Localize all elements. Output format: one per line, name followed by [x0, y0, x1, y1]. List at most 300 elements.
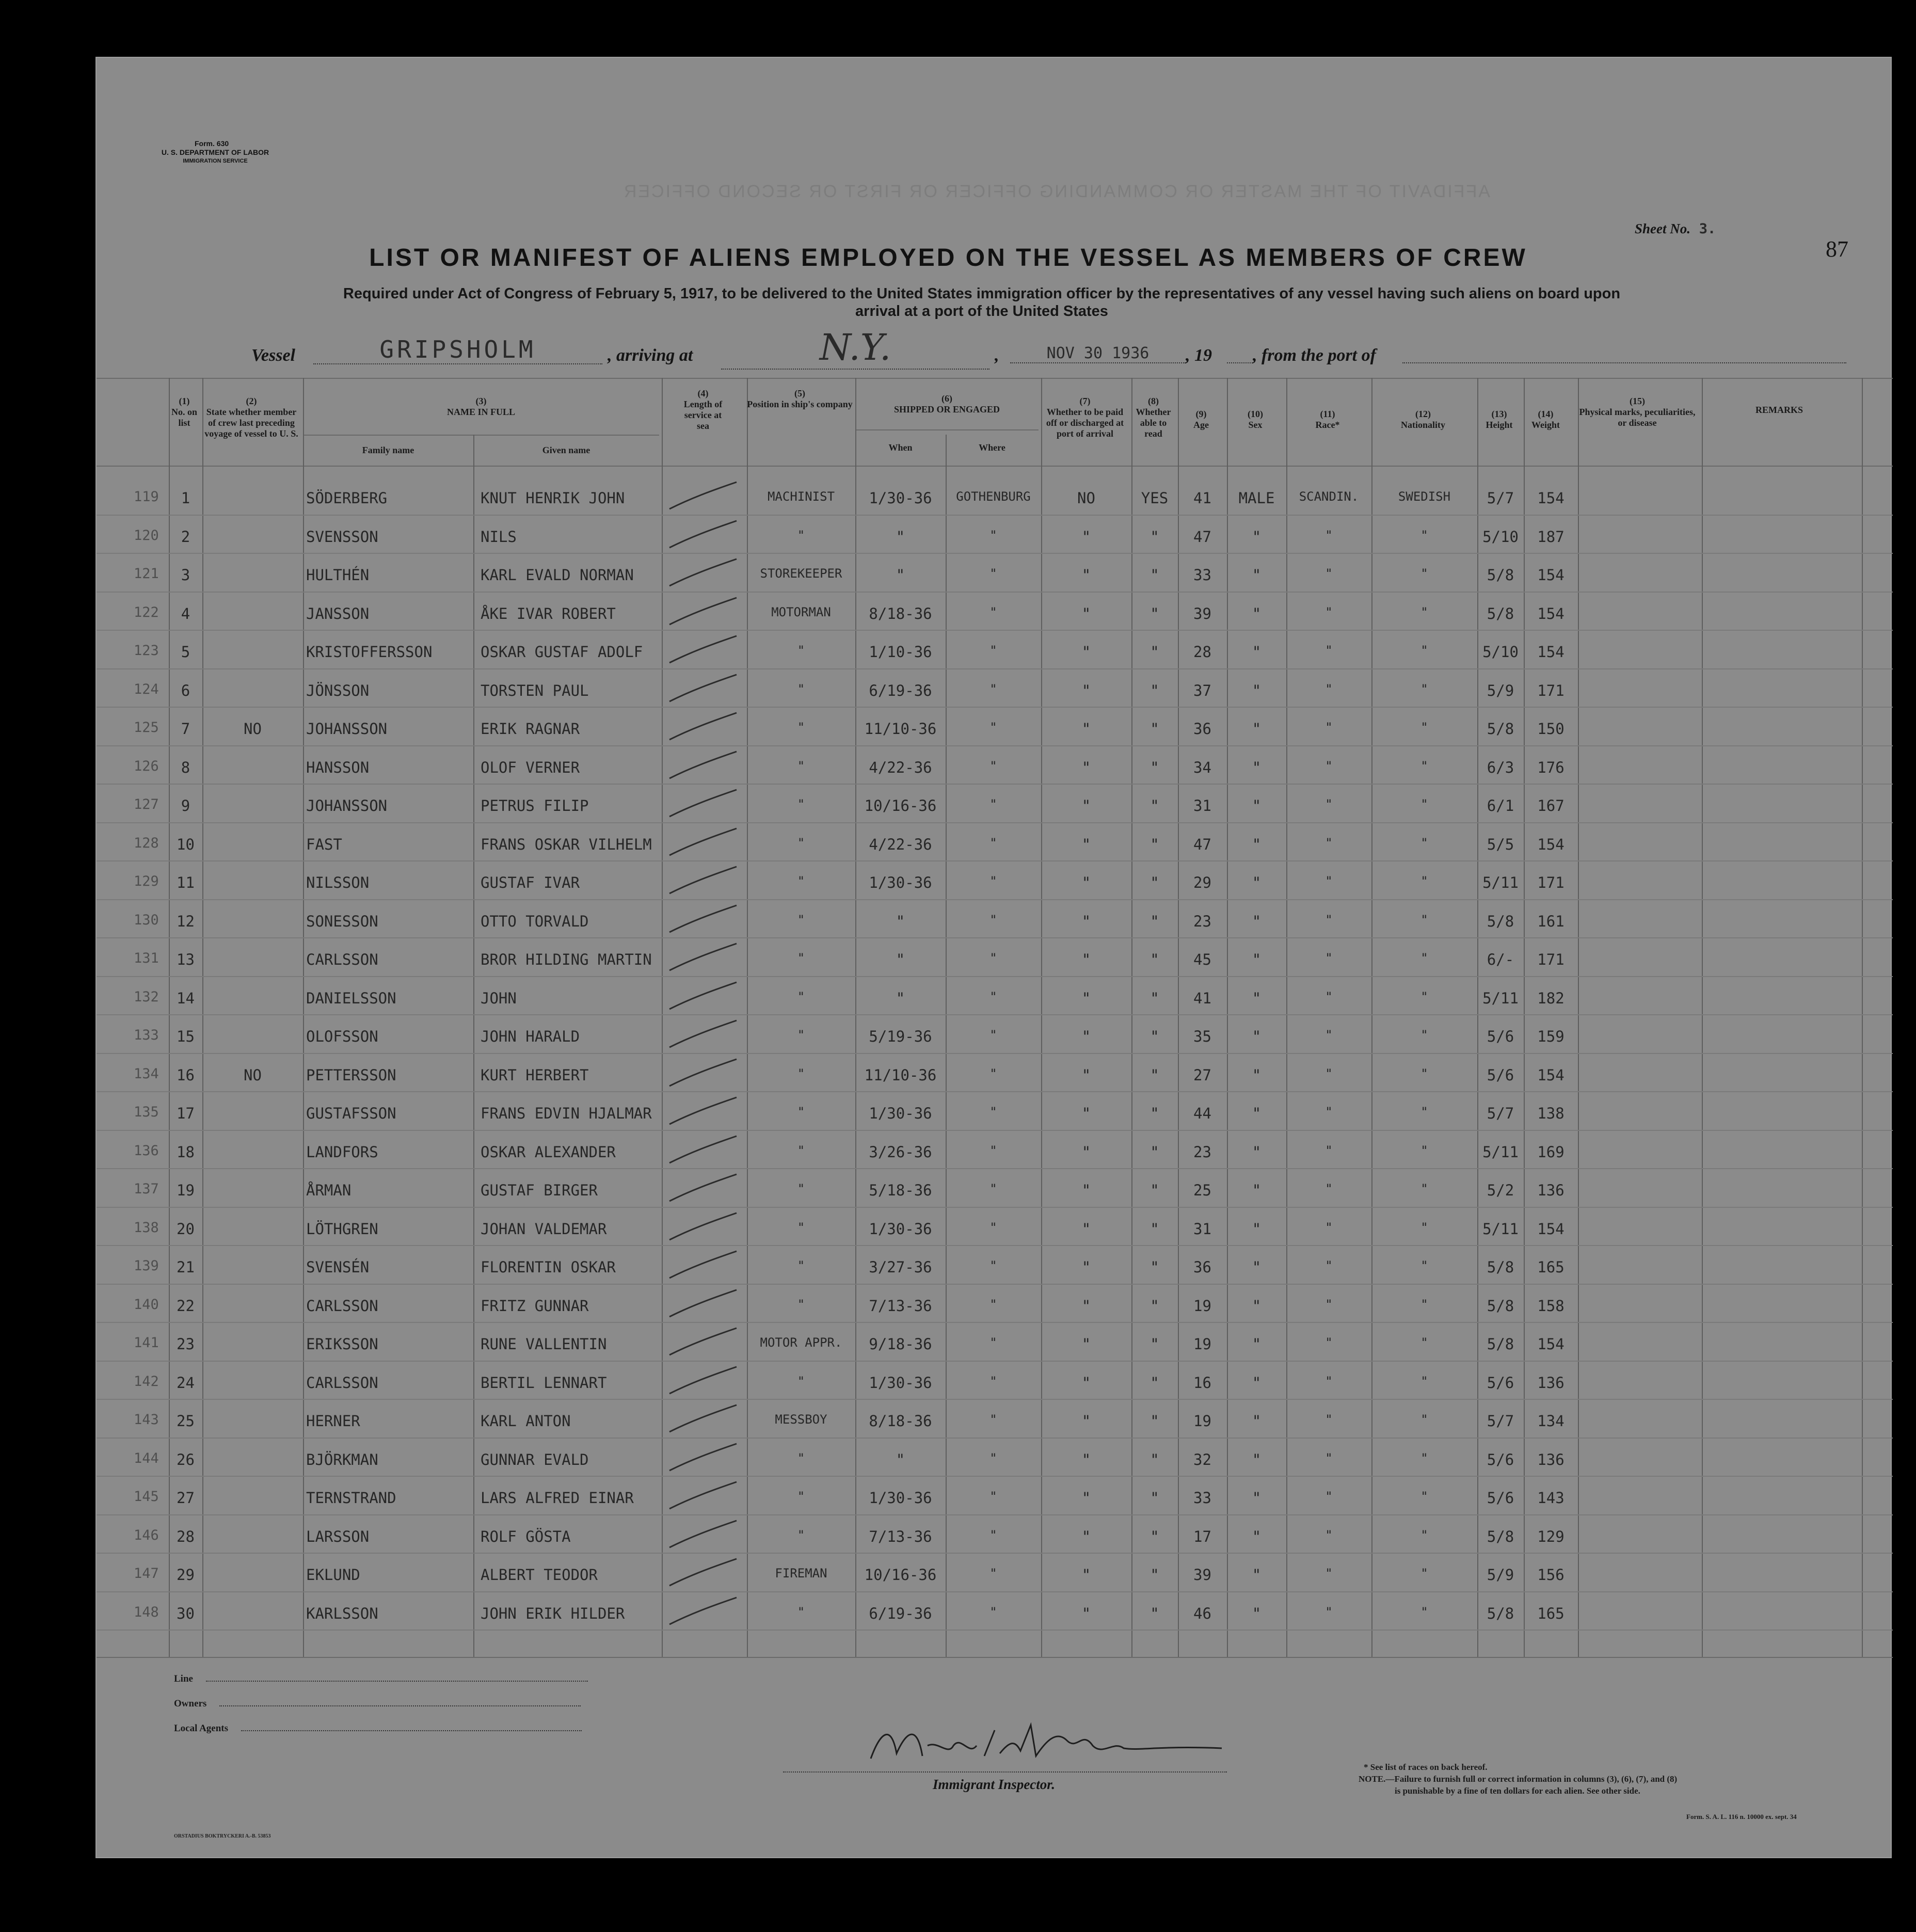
row-rule	[97, 1014, 1893, 1015]
row-serial: 119	[134, 489, 159, 505]
cell-when: 3/26-36	[869, 1143, 932, 1161]
row-serial: 133	[134, 1027, 159, 1043]
col-num: (13)	[1491, 409, 1507, 419]
cell-paid: "	[1081, 1527, 1091, 1545]
col-num: (8)	[1148, 396, 1159, 406]
row-serial: 145	[134, 1489, 159, 1505]
sheet-value: 3.	[1699, 221, 1716, 237]
cell-weight: 159	[1537, 1028, 1564, 1045]
cell-weight: 136	[1537, 1374, 1564, 1392]
col-head-3a: Family name	[362, 445, 414, 455]
cell-when: 1/30-36	[869, 1105, 932, 1122]
cell-no: 9	[181, 797, 190, 815]
cell-read: "	[1150, 1105, 1159, 1122]
cell-no: 2	[181, 528, 190, 546]
cell-where: "	[989, 604, 997, 619]
cell-given: OLOF VERNER	[481, 758, 580, 776]
row-rule	[97, 1630, 1893, 1631]
cell-race: "	[1325, 1489, 1333, 1504]
cell-family: SONESSON	[306, 912, 378, 930]
line-label: Line	[174, 1673, 193, 1684]
cell-when: "	[896, 566, 905, 584]
cell-weight: 154	[1537, 566, 1564, 584]
cell-given: JOHN ERIK HILDER	[481, 1604, 625, 1622]
cell-weight: 154	[1537, 1220, 1564, 1238]
cell-position: "	[797, 1450, 805, 1465]
shipped-subheader-line	[855, 429, 1039, 430]
cell-read: "	[1150, 1450, 1159, 1468]
cell-read: "	[1150, 1066, 1159, 1084]
cell-age: 32	[1193, 1450, 1211, 1468]
cell-weight: 158	[1537, 1297, 1564, 1315]
cell-when: 7/13-36	[869, 1527, 932, 1545]
cell-race: "	[1325, 681, 1333, 696]
cell-position: "	[797, 1297, 805, 1312]
cell-height: 5/11	[1482, 1220, 1519, 1238]
cell-no: 15	[177, 1028, 195, 1045]
cell-race: "	[1325, 1220, 1333, 1235]
cell-prev: NO	[244, 1066, 262, 1084]
row-serial: 141	[134, 1335, 159, 1351]
cell-race: "	[1325, 874, 1333, 888]
cell-paid: NO	[1077, 489, 1095, 507]
cell-sex: "	[1252, 1181, 1262, 1199]
cell-sex: "	[1252, 1374, 1262, 1392]
cell-paid: "	[1081, 1566, 1091, 1584]
cell-position: "	[797, 989, 805, 1004]
cell-given: KURT HERBERT	[481, 1066, 589, 1084]
col-head-5	[747, 388, 853, 410]
cell-weight: 143	[1537, 1489, 1564, 1507]
manifest-sheet	[95, 57, 1892, 1858]
row-rule	[97, 592, 1893, 593]
cell-height: 5/6	[1487, 1028, 1514, 1045]
cell-where: "	[989, 1143, 997, 1158]
cell-no: 10	[177, 835, 195, 853]
cell-given: JOHN	[481, 989, 517, 1007]
cell-sex: "	[1252, 566, 1262, 584]
cell-age: 25	[1193, 1181, 1211, 1199]
cell-when: 1/30-36	[869, 1489, 932, 1507]
cell-sex: "	[1252, 1489, 1262, 1507]
col-title: NAME IN FULL	[446, 407, 515, 417]
cell-weight: 154	[1537, 1066, 1564, 1084]
row-rule	[97, 784, 1893, 785]
col-title: State whether member of crew last preceding voyage of vessel to U. S.	[204, 407, 298, 439]
cell-nat: "	[1420, 1566, 1428, 1580]
col-head-3	[303, 396, 659, 418]
cell-given: BERTIL LENNART	[481, 1374, 607, 1392]
cell-when: 4/22-36	[869, 835, 932, 853]
cell-when: 1/30-36	[869, 874, 932, 891]
col-title: Sex	[1248, 420, 1263, 430]
cell-where: "	[989, 643, 997, 658]
cell-position: "	[797, 874, 805, 888]
cell-age: 37	[1193, 681, 1211, 699]
from-port-field	[1402, 361, 1846, 363]
cell-family: JANSSON	[306, 604, 370, 622]
cell-where: "	[989, 874, 997, 888]
service-tick-mark	[664, 1170, 742, 1206]
cell-no: 8	[181, 758, 190, 776]
inspector-line	[783, 1771, 1227, 1773]
cell-when: 3/27-36	[869, 1258, 932, 1276]
cell-weight: 187	[1537, 528, 1564, 546]
note-text-2: is punishable by a fine of ten dollars for each alien. See other side.	[1395, 1786, 1640, 1796]
cell-position: FIREMAN	[775, 1566, 827, 1580]
cell-where: "	[989, 1335, 997, 1350]
cell-nat: "	[1420, 1066, 1428, 1081]
cell-sex: "	[1252, 1220, 1262, 1238]
cell-when: 10/16-36	[864, 797, 937, 815]
service-tick-mark	[664, 747, 742, 784]
col-num: (2)	[246, 396, 257, 406]
cell-race: "	[1325, 1028, 1333, 1042]
cell-race: "	[1325, 797, 1333, 811]
cell-nat: "	[1420, 1181, 1428, 1196]
cell-family: CARLSSON	[306, 1297, 378, 1315]
service-tick-mark	[664, 1363, 742, 1399]
row-rule	[97, 745, 1893, 746]
cell-where: "	[989, 720, 997, 735]
cell-paid: "	[1081, 1450, 1091, 1468]
cell-height: 5/8	[1487, 720, 1514, 738]
cell-weight: 171	[1537, 681, 1564, 699]
row-serial: 131	[134, 950, 159, 966]
cell-where: GOTHENBURG	[956, 489, 1031, 504]
row-rule	[97, 1245, 1893, 1246]
cell-sex: "	[1252, 681, 1262, 699]
cell-age: 19	[1193, 1335, 1211, 1353]
cell-when: 8/18-36	[869, 604, 932, 622]
cell-when: 11/10-36	[864, 1066, 937, 1084]
cell-weight: 129	[1537, 1527, 1564, 1545]
arriving-label: , arriving at	[608, 346, 693, 365]
cell-when: "	[896, 951, 905, 968]
cell-where: "	[989, 1220, 997, 1235]
row-rule	[97, 1091, 1893, 1092]
service-tick-mark	[664, 555, 742, 591]
table-bottom-border	[97, 1657, 1893, 1658]
cell-weight: 171	[1537, 874, 1564, 891]
cell-given: TORSTEN PAUL	[481, 681, 589, 699]
service-tick-mark	[664, 1324, 742, 1360]
cell-race: "	[1325, 1066, 1333, 1081]
cell-height: 5/11	[1482, 1143, 1519, 1161]
cell-paid: "	[1081, 1412, 1091, 1430]
service-tick-mark	[664, 632, 742, 668]
cell-when: "	[896, 989, 905, 1007]
cell-nat: "	[1420, 1374, 1428, 1388]
cell-family: SÖDERBERG	[306, 489, 388, 507]
cell-where: "	[989, 989, 997, 1004]
cell-no: 19	[177, 1181, 195, 1199]
cell-paid: "	[1081, 1028, 1091, 1045]
service-tick-mark	[664, 478, 742, 514]
inspector-signature	[850, 1710, 1242, 1771]
header-bottom-border	[97, 466, 1893, 467]
cell-paid: "	[1081, 528, 1091, 546]
cell-no: 25	[177, 1412, 195, 1430]
service-tick-mark	[664, 1055, 742, 1091]
cell-paid: "	[1081, 1181, 1091, 1199]
cell-age: 45	[1193, 951, 1211, 968]
cell-family: DANIELSSON	[306, 989, 396, 1007]
cell-height: 5/9	[1487, 1566, 1514, 1584]
cell-sex: "	[1252, 1066, 1262, 1084]
cell-family: SVENSSON	[306, 528, 378, 546]
col-head-6b: Where	[979, 442, 1005, 453]
col-head-1	[169, 396, 200, 428]
cell-where: "	[989, 681, 997, 696]
cell-family: JOHANSSON	[306, 720, 388, 738]
cell-when: 5/19-36	[869, 1028, 932, 1045]
service-tick-mark	[664, 594, 742, 630]
row-serial: 147	[134, 1566, 159, 1582]
cell-family: LÖTHGREN	[306, 1220, 378, 1238]
cell-race: "	[1325, 1412, 1333, 1427]
cell-nat: "	[1420, 1258, 1428, 1273]
cell-weight: 165	[1537, 1604, 1564, 1622]
cell-weight: 154	[1537, 643, 1564, 661]
cell-nat: "	[1420, 835, 1428, 850]
cell-paid: "	[1081, 1220, 1091, 1238]
cell-sex: "	[1252, 758, 1262, 776]
col-title: Weight	[1531, 420, 1560, 430]
cell-no: 30	[177, 1604, 195, 1622]
cell-nat: "	[1420, 1450, 1428, 1465]
cell-height: 5/8	[1487, 1604, 1514, 1622]
cell-read: "	[1150, 1489, 1159, 1507]
cell-no: 28	[177, 1527, 195, 1545]
cell-weight: 154	[1537, 604, 1564, 622]
cell-weight: 176	[1537, 758, 1564, 776]
cell-age: 28	[1193, 643, 1211, 661]
row-rule	[97, 515, 1893, 516]
cell-read: "	[1150, 1181, 1159, 1199]
cell-given: ERIK RAGNAR	[481, 720, 580, 738]
cell-when: 1/30-36	[869, 489, 932, 507]
table-top-border	[97, 378, 1893, 379]
row-serial: 130	[134, 912, 159, 928]
cell-given: FRANS EDVIN HJALMAR	[481, 1105, 652, 1122]
line-blank	[206, 1681, 588, 1682]
row-rule	[97, 1053, 1893, 1054]
cell-sex: "	[1252, 1143, 1262, 1161]
row-serial: 144	[134, 1450, 159, 1466]
cell-age: 41	[1193, 989, 1211, 1007]
cell-where: "	[989, 1604, 997, 1619]
cell-read: "	[1150, 1220, 1159, 1238]
col-num: (3)	[475, 396, 487, 406]
col-head-12	[1371, 409, 1475, 430]
cell-race: "	[1325, 758, 1333, 773]
year-label: , 19	[1186, 346, 1212, 365]
column-rule	[303, 378, 304, 1657]
cell-age: 46	[1193, 1604, 1211, 1622]
cell-nat: "	[1420, 1489, 1428, 1504]
cell-age: 23	[1193, 1143, 1211, 1161]
cell-given: JOHN HARALD	[481, 1028, 580, 1045]
cell-family: PETTERSSON	[306, 1066, 396, 1084]
page-number: 87	[1826, 236, 1848, 262]
col-num: (1)	[179, 396, 190, 406]
cell-no: 12	[177, 912, 195, 930]
row-serial: 134	[134, 1065, 159, 1082]
cell-when: 1/10-36	[869, 643, 932, 661]
cell-family: JÖNSSON	[306, 681, 370, 699]
cell-sex: "	[1252, 989, 1262, 1007]
cell-family: OLOFSSON	[306, 1028, 378, 1045]
cell-position: MESSBOY	[775, 1412, 827, 1427]
col-num: (15)	[1630, 396, 1645, 406]
cell-height: 5/8	[1487, 1297, 1514, 1315]
col-title: Age	[1193, 420, 1209, 430]
col-num: (11)	[1320, 409, 1335, 419]
service-tick-mark	[664, 1247, 742, 1283]
cell-position: "	[797, 1143, 805, 1158]
row-rule	[97, 1361, 1893, 1362]
cell-no: 22	[177, 1297, 195, 1315]
cell-weight: 154	[1537, 489, 1564, 507]
cell-position: "	[797, 720, 805, 735]
cell-paid: "	[1081, 1258, 1091, 1276]
cell-position: MOTOR APPR.	[760, 1335, 842, 1350]
cell-given: ALBERT TEODOR	[481, 1566, 598, 1584]
row-rule	[97, 1130, 1893, 1131]
service-tick-mark	[664, 1016, 742, 1052]
service-tick-mark	[664, 1440, 742, 1476]
cell-position: "	[797, 1489, 805, 1504]
row-serial: 138	[134, 1219, 159, 1236]
cell-race: "	[1325, 1527, 1333, 1542]
cell-age: 36	[1193, 720, 1211, 738]
arriving-port: N.Y.	[721, 326, 989, 370]
cell-position: "	[797, 1220, 805, 1235]
col-num: (5)	[794, 388, 805, 398]
service-tick-mark	[664, 517, 742, 553]
cell-sex: "	[1252, 643, 1262, 661]
cell-paid: "	[1081, 643, 1091, 661]
cell-age: 36	[1193, 1258, 1211, 1276]
cell-sex: "	[1252, 1527, 1262, 1545]
cell-read: YES	[1141, 489, 1169, 507]
row-serial: 148	[134, 1604, 159, 1620]
cell-read: "	[1150, 912, 1159, 930]
department-name: U. S. DEPARTMENT OF LABOR	[161, 148, 269, 156]
service-tick-mark	[664, 786, 742, 822]
cell-given: KARL ANTON	[481, 1412, 571, 1430]
cell-nat: "	[1420, 681, 1428, 696]
cell-weight: 154	[1537, 835, 1564, 853]
cell-age: 16	[1193, 1374, 1211, 1392]
cell-age: 44	[1193, 1105, 1211, 1122]
cell-position: "	[797, 1258, 805, 1273]
row-rule	[97, 1322, 1893, 1323]
vessel-label: Vessel	[251, 346, 295, 365]
cell-when: 8/18-36	[869, 1412, 932, 1430]
row-rule	[97, 1168, 1893, 1169]
cell-position: "	[797, 1028, 805, 1042]
cell-sex: "	[1252, 1566, 1262, 1584]
cell-when: 7/13-36	[869, 1297, 932, 1315]
cell-where: "	[989, 528, 997, 542]
cell-given: ROLF GÖSTA	[481, 1527, 571, 1545]
cell-height: 5/6	[1487, 1489, 1514, 1507]
row-serial: 146	[134, 1527, 159, 1543]
service-tick-mark	[664, 978, 742, 1014]
cell-position: "	[797, 1105, 805, 1119]
cell-weight: 169	[1537, 1143, 1564, 1161]
cell-weight: 154	[1537, 1335, 1564, 1353]
cell-family: ERIKSSON	[306, 1335, 378, 1353]
cell-age: 19	[1193, 1412, 1211, 1430]
subtitle-line-1: Required under Act of Congress of February 5, 1917, to be delivered to the United States immigration officer by the representatives of any vessel having such aliens on board upon	[343, 285, 1621, 302]
cell-given: JOHAN VALDEMAR	[481, 1220, 607, 1238]
owners-field	[174, 1698, 581, 1710]
cell-no: 4	[181, 604, 190, 622]
row-rule	[97, 553, 1893, 554]
cell-where: "	[989, 951, 997, 965]
cell-where: "	[989, 797, 997, 811]
col-head-11	[1286, 409, 1369, 430]
cell-paid: "	[1081, 1297, 1091, 1315]
col-num: (9)	[1195, 409, 1207, 419]
cell-race: "	[1325, 1105, 1333, 1119]
col-title: Length of service at sea	[683, 399, 723, 431]
cell-where: "	[989, 1527, 997, 1542]
cell-height: 5/8	[1487, 566, 1514, 584]
cell-age: 33	[1193, 1489, 1211, 1507]
cell-family: NILSSON	[306, 874, 370, 891]
cell-read: "	[1150, 1527, 1159, 1545]
cell-race: "	[1325, 1335, 1333, 1350]
cell-family: FAST	[306, 835, 342, 853]
service-tick-mark	[664, 670, 742, 707]
cell-age: 17	[1193, 1527, 1211, 1545]
cell-family: HERNER	[306, 1412, 360, 1430]
column-rule	[1578, 378, 1579, 1657]
agents-blank	[241, 1730, 582, 1731]
cell-when: "	[896, 528, 905, 546]
cell-no: 6	[181, 681, 190, 699]
cell-given: PETRUS FILIP	[481, 797, 589, 815]
cell-read: "	[1150, 720, 1159, 738]
cell-no: 24	[177, 1374, 195, 1392]
cell-race: "	[1325, 1297, 1333, 1312]
cell-nat: "	[1420, 951, 1428, 965]
sheet-label: Sheet No.	[1635, 221, 1690, 236]
cell-height: 5/6	[1487, 1374, 1514, 1392]
form-number: Form. 630	[195, 139, 229, 148]
cell-position: MOTORMAN	[771, 604, 831, 619]
row-serial: 142	[134, 1373, 159, 1390]
cell-family: GUSTAFSSON	[306, 1105, 396, 1122]
cell-nat: "	[1420, 1604, 1428, 1619]
row-rule	[97, 1207, 1893, 1208]
cell-sex: "	[1252, 1105, 1262, 1122]
cell-height: 6/-	[1487, 951, 1514, 968]
cell-family: CARLSSON	[306, 951, 378, 968]
cell-no: 16	[177, 1066, 195, 1084]
cell-given: KNUT HENRIK JOHN	[481, 489, 625, 507]
cell-paid: "	[1081, 758, 1091, 776]
cell-age: 47	[1193, 835, 1211, 853]
cell-position: "	[797, 643, 805, 658]
cell-given: OTTO TORVALD	[481, 912, 589, 930]
cell-where: "	[989, 1297, 997, 1312]
col-num: (14)	[1538, 409, 1554, 419]
